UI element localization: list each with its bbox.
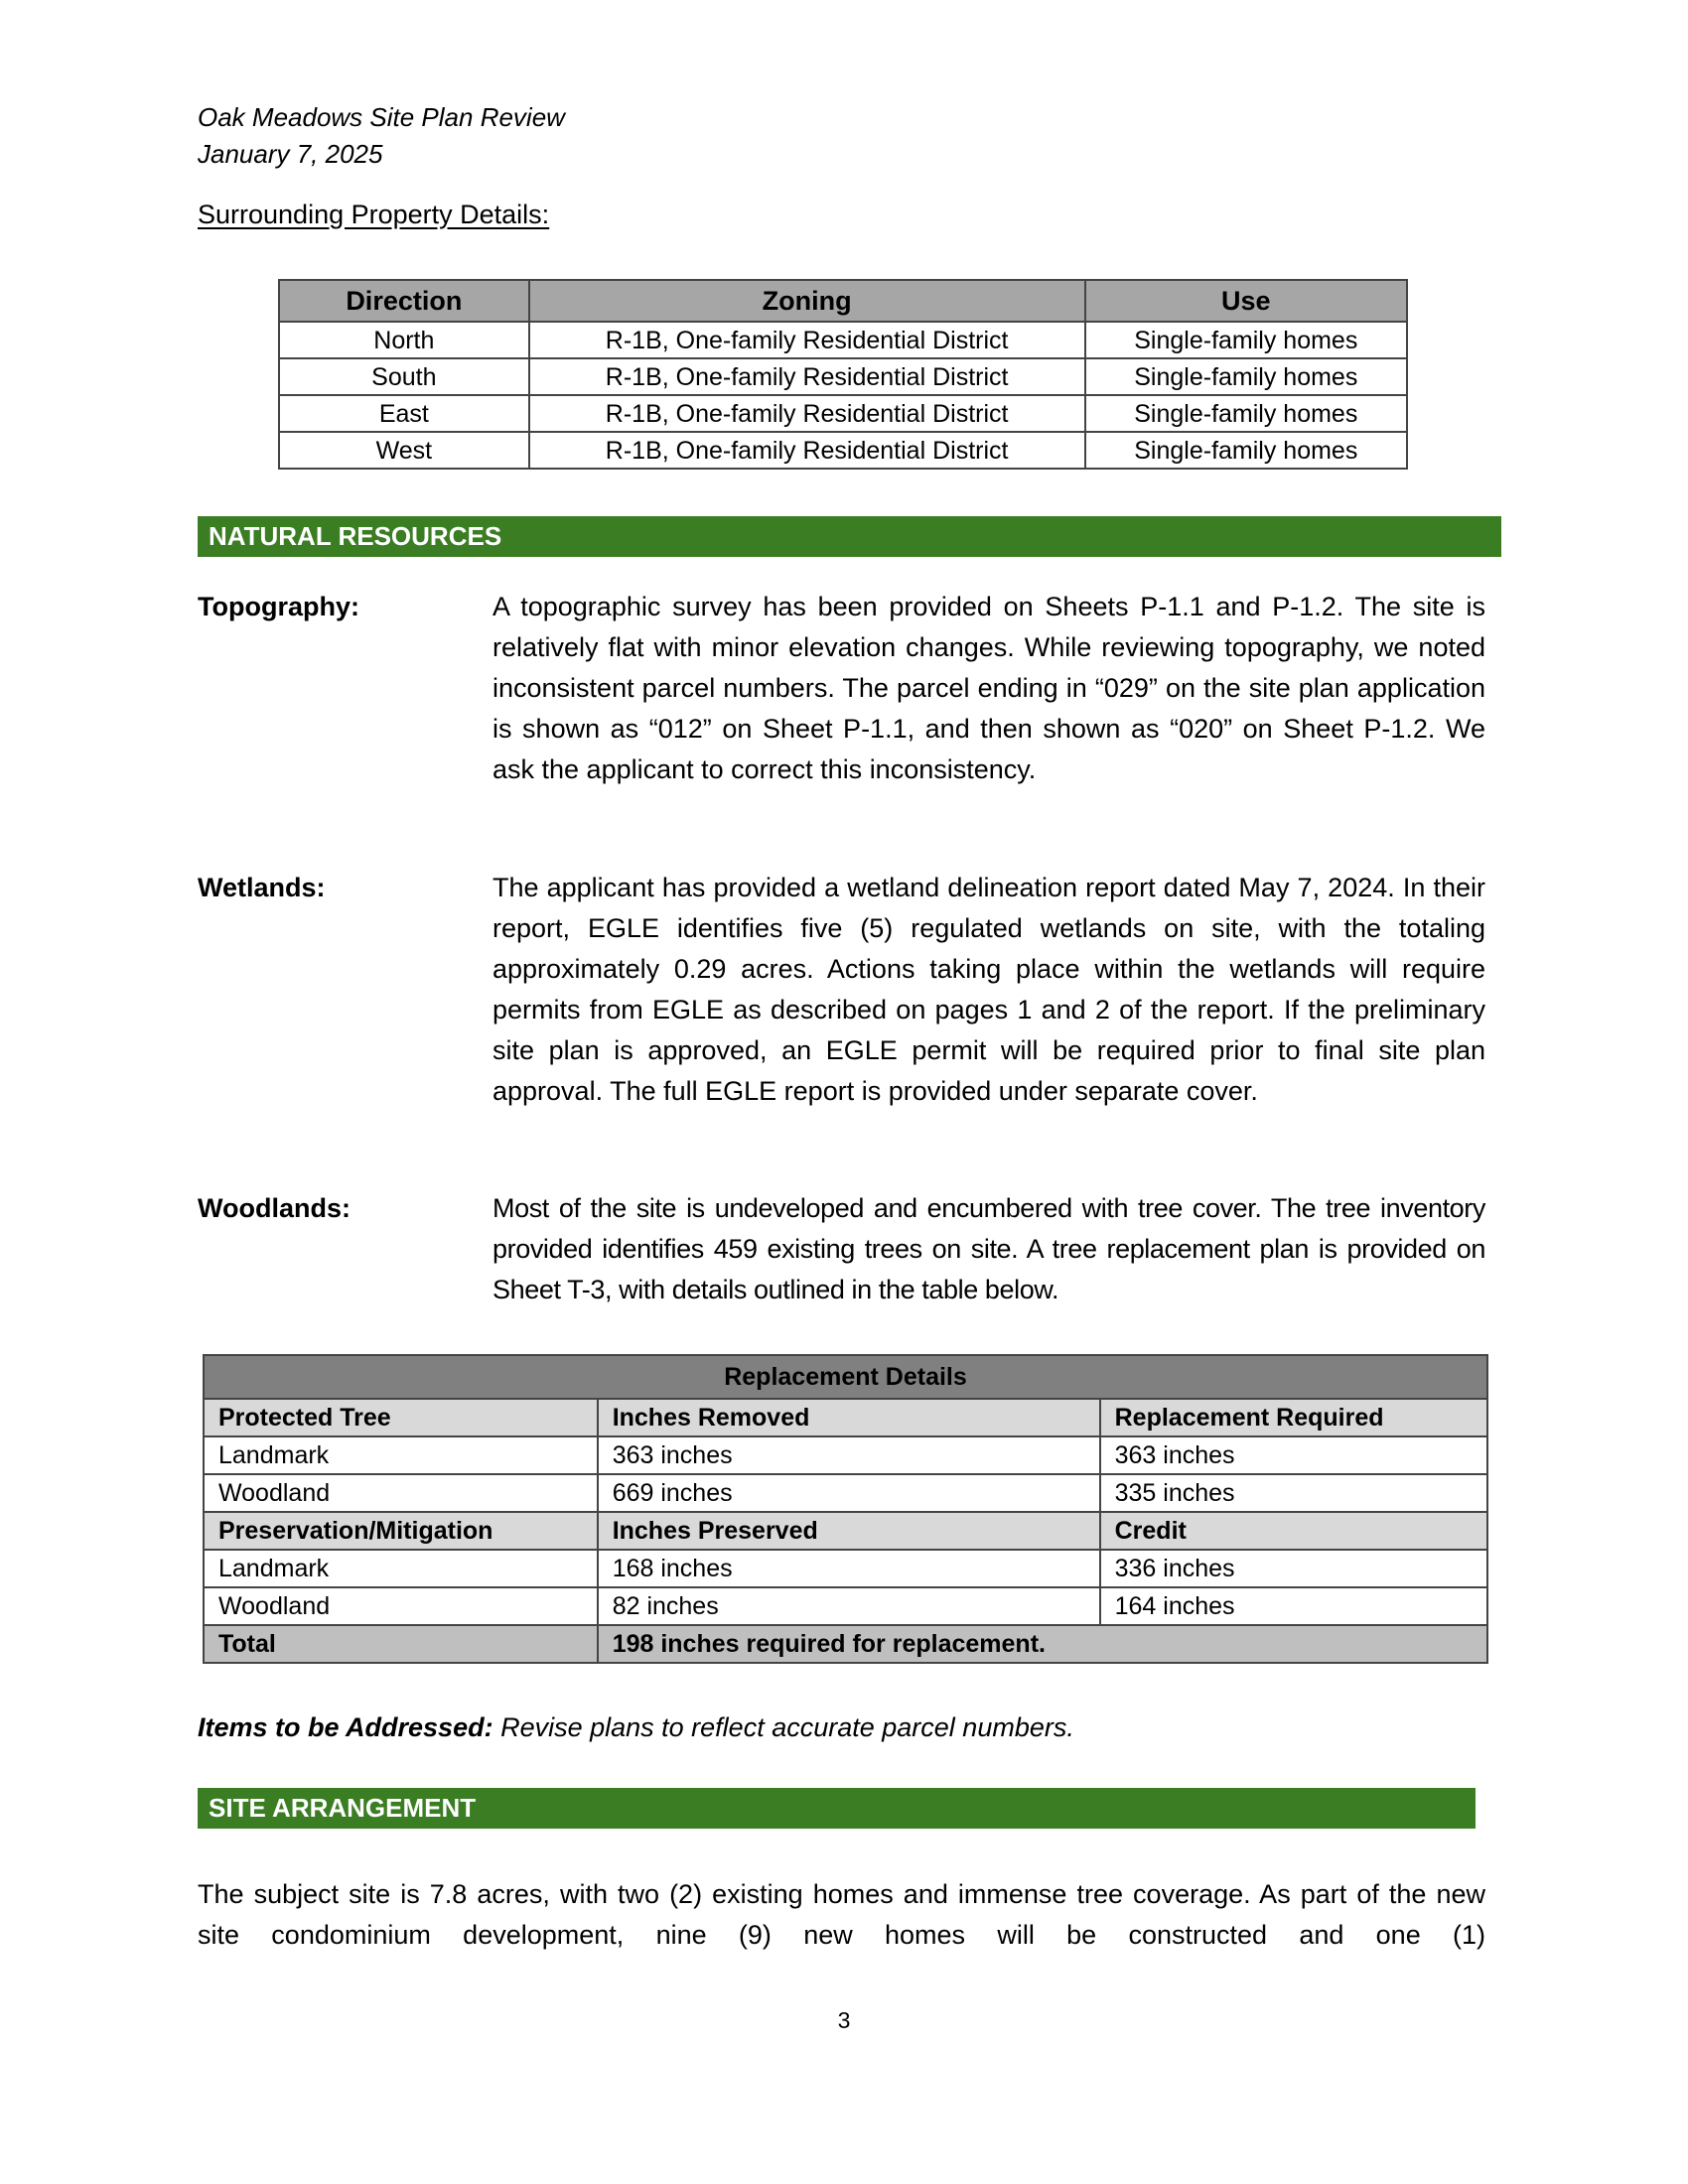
table-row (279, 395, 1407, 432)
use-cell: Single-family homes (1085, 432, 1407, 469)
table-row (279, 322, 1407, 358)
wetlands-paragraph: The applicant has provided a wetland delineation report dated May 7, 2024. In their report, EGLE identifies five (5) regulated wetlands on site, with the totaling approximately 0.29 acres. Actions taking place within the wetlands will require permits from EGLE as described on pages 1 and 2 of the report. If the preliminary site plan is approved, an EGLE permit will be required prior to final site plan approval. The full EGLE report is provided under separate cover. (492, 873, 1485, 1106)
use-cell: Single-family homes (1085, 358, 1407, 395)
inches-preserved-cell: 82 inches (598, 1587, 1100, 1625)
table-row (279, 432, 1407, 469)
replacement-title-row (204, 1355, 1487, 1399)
direction-cell: North (279, 322, 529, 358)
column-header-zoning: Zoning (529, 280, 1085, 322)
column-header-inches-removed: Inches Removed (598, 1399, 1100, 1436)
woodlands-label: Woodlands: (198, 1193, 351, 1223)
use-cell: Single-family homes (1085, 395, 1407, 432)
column-header-use: Use (1085, 280, 1407, 322)
table-row (204, 1436, 1487, 1474)
total-value: 198 inches required for replacement. (598, 1625, 1487, 1663)
document-title: Oak Meadows Site Plan Review (198, 102, 565, 132)
inches-preserved-cell: 168 inches (598, 1550, 1100, 1587)
inches-removed-cell: 363 inches (598, 1436, 1100, 1474)
zoning-cell: R-1B, One-family Residential District (529, 395, 1085, 432)
table-header-row (279, 280, 1407, 322)
table-row (204, 1587, 1487, 1625)
direction-cell: East (279, 395, 529, 432)
table-row (279, 358, 1407, 395)
column-header-protected-tree: Protected Tree (204, 1399, 598, 1436)
replacement-required-cell: 363 inches (1100, 1436, 1487, 1474)
direction-cell: South (279, 358, 529, 395)
items-to-be-addressed (198, 1707, 1074, 1747)
zoning-cell: R-1B, One-family Residential District (529, 358, 1085, 395)
credit-cell: 164 inches (1100, 1587, 1487, 1625)
page-number: 3 (837, 2007, 851, 2033)
column-header-preservation: Preservation/Mitigation (204, 1512, 598, 1550)
column-header-direction: Direction (279, 280, 529, 322)
tree-type-cell: Landmark (204, 1436, 598, 1474)
site-arrangement-paragraph: The subject site is 7.8 acres, with two (2) existing homes and immense tree coverage. As part of the new site condominium development, nine (9) new homes will be constructed and one (1) (198, 1879, 1485, 1950)
tree-type-cell: Woodland (204, 1474, 598, 1512)
wetlands-label: Wetlands: (198, 873, 326, 902)
items-label: Items to be Addressed: (198, 1712, 493, 1742)
replacement-details-table (203, 1354, 1488, 1664)
inches-removed-cell: 669 inches (598, 1474, 1100, 1512)
total-label: Total (204, 1625, 598, 1663)
direction-cell: West (279, 432, 529, 469)
replacement-required-cell: 335 inches (1100, 1474, 1487, 1512)
items-text: Revise plans to reflect accurate parcel numbers. (492, 1712, 1074, 1742)
surrounding-property-heading: Surrounding Property Details: (198, 200, 550, 229)
table-row (204, 1474, 1487, 1512)
document-date: January 7, 2025 (198, 139, 383, 169)
column-header-inches-preserved: Inches Preserved (598, 1512, 1100, 1550)
zoning-cell: R-1B, One-family Residential District (529, 432, 1085, 469)
section-heading-natural-resources: NATURAL RESOURCES (198, 516, 1501, 557)
topography-paragraph: A topographic survey has been provided on Sheets P-1.1 and P-1.2. The site is relatively flat with minor elevation changes. While reviewing topography, we noted inconsistent parcel numbers. The parcel ending in “029” on the site plan application is shown as “012” on Sheet P-1.1, and then shown as “020” on Sheet P-1.2. We ask the applicant to correct this inconsistency. (492, 592, 1485, 784)
preserved-header-row (204, 1512, 1487, 1550)
woodlands-paragraph: Most of the site is undeveloped and encumbered with tree cover. The tree inventory provided identifies 459 existing trees on site. A tree replacement plan is provided on Sheet T-3, with details outlined in the table below. (492, 1193, 1485, 1304)
removed-header-row (204, 1399, 1487, 1436)
total-row (204, 1625, 1487, 1663)
zoning-cell: R-1B, One-family Residential District (529, 322, 1085, 358)
column-header-credit: Credit (1100, 1512, 1487, 1550)
tree-type-cell: Landmark (204, 1550, 598, 1587)
section-heading-site-arrangement: SITE ARRANGEMENT (198, 1788, 1476, 1829)
surrounding-property-table (278, 279, 1408, 470)
column-header-replacement-required: Replacement Required (1100, 1399, 1487, 1436)
topography-label: Topography: (198, 592, 359, 621)
tree-type-cell: Woodland (204, 1587, 598, 1625)
table-row (204, 1550, 1487, 1587)
use-cell: Single-family homes (1085, 322, 1407, 358)
credit-cell: 336 inches (1100, 1550, 1487, 1587)
replacement-title: Replacement Details (204, 1355, 1487, 1399)
